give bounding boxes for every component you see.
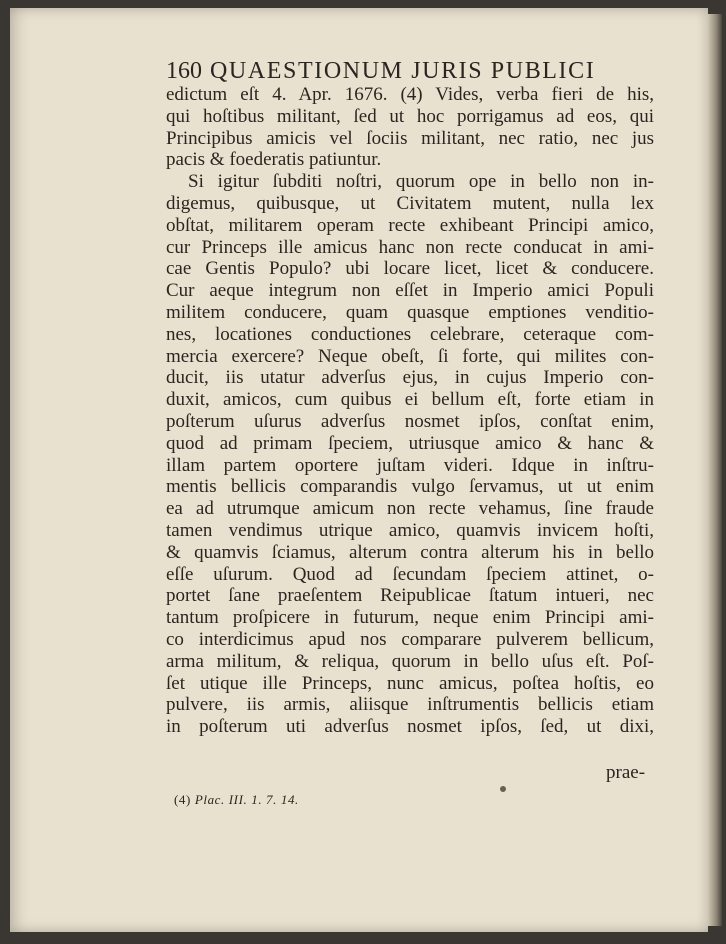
- ink-speck: [500, 786, 506, 792]
- footnote-marker: (4): [174, 792, 191, 807]
- text-line: quod ad primam ſpeciem, utriusque amico & hanc &: [166, 432, 654, 454]
- body-text: [166, 84, 654, 738]
- footnote: [174, 792, 299, 808]
- text-line: portet ſane praeſentem Reipublicae ſtatum intueri, nec: [166, 585, 654, 607]
- text-line: cur Princeps ille amicus hanc non recte conducat in ami-: [166, 236, 654, 258]
- text-line: in poſterum uti adverſus nosmet ipſos, ſed, ut dixi,: [166, 716, 654, 738]
- text-line: ea ad utrumque amicum non recte vehamus, ſine fraude: [166, 498, 654, 520]
- text-line: ſet utique ille Princeps, nunc amicus, poſtea hoſtis, eo: [166, 672, 654, 694]
- text-line: Cur aeque integrum non eſſet in Imperio amici Populi: [166, 280, 654, 302]
- text-line: militem conducere, quam quasque emptiones venditio-: [166, 301, 654, 323]
- text-line: tamen vendimus utrique amico, quamvis invicem hoſti,: [166, 519, 654, 541]
- page-number: 160: [166, 58, 202, 84]
- text-line: & quamvis ſciamus, alterum contra alterum his in bello: [166, 541, 654, 563]
- text-line: Si igitur ſubditi noſtri, quorum ope in bello non in-: [188, 171, 654, 193]
- text-line: co interdicimus apud nos comparare pulverem bellicum,: [166, 628, 654, 650]
- text-line: illam partem oportere juſtam videri. Idque in inſtru-: [166, 454, 654, 476]
- text-line: duxit, amicos, cum quibus ei bellum eſt, forte etiam in: [166, 389, 654, 411]
- text-line: tantum proſpicere in futurum, neque enim Principi ami-: [166, 607, 654, 629]
- text-line: arma militum, & reliqua, quorum in bello uſus eſt. Poſ-: [166, 650, 654, 672]
- text-line: mentis bellicis comparandis vulgo ſervamus, ut ut enim: [166, 476, 654, 498]
- text-line: poſterum uſurus adverſus nosmet ipſos, conſtat enim,: [166, 410, 654, 432]
- running-title: QUAESTIONUM JURIS PUBLICI: [210, 58, 596, 84]
- text-line: edictum eſt 4. Apr. 1676. (4) Vides, verba fieri de his,: [166, 84, 654, 105]
- text-line: ducit, iis utatur adverſus ejus, in cujus Imperio con-: [166, 367, 654, 389]
- text-line: Principibus amicis vel ſociis militant, nec ratio, nec jus: [166, 127, 654, 149]
- page-edge: [708, 14, 722, 926]
- catchword: prae-: [606, 762, 646, 783]
- text-line: qui hoſtibus militant, ſed ut hoc porrigamus ad eos, qui: [166, 105, 654, 127]
- text-line: digemus, quibusque, ut Civitatem mutent, nulla lex: [166, 192, 654, 214]
- text-line: pulvere, iis armis, aliisque inſtrumentis bellicis etiam: [166, 694, 654, 716]
- text-line: nes, locationes conductiones celebrare, ceteraque com-: [166, 323, 654, 345]
- text-line: eſſe uſurum. Quod ad ſecundam ſpeciem attinet, o-: [166, 563, 654, 585]
- text-line: cae Gentis Populo? ubi locare licet, licet & conducere.: [166, 258, 654, 280]
- text-line: mercia exercere? Neque obeſt, ſi forte, qui milites con-: [166, 345, 654, 367]
- footnote-reference: Plac. III. 1. 7. 14.: [194, 792, 299, 807]
- text-line: pacis & foederatis patiuntur.: [166, 149, 382, 171]
- text-line: obſtat, militarem operam recte exhibeant Principi amico,: [166, 214, 654, 236]
